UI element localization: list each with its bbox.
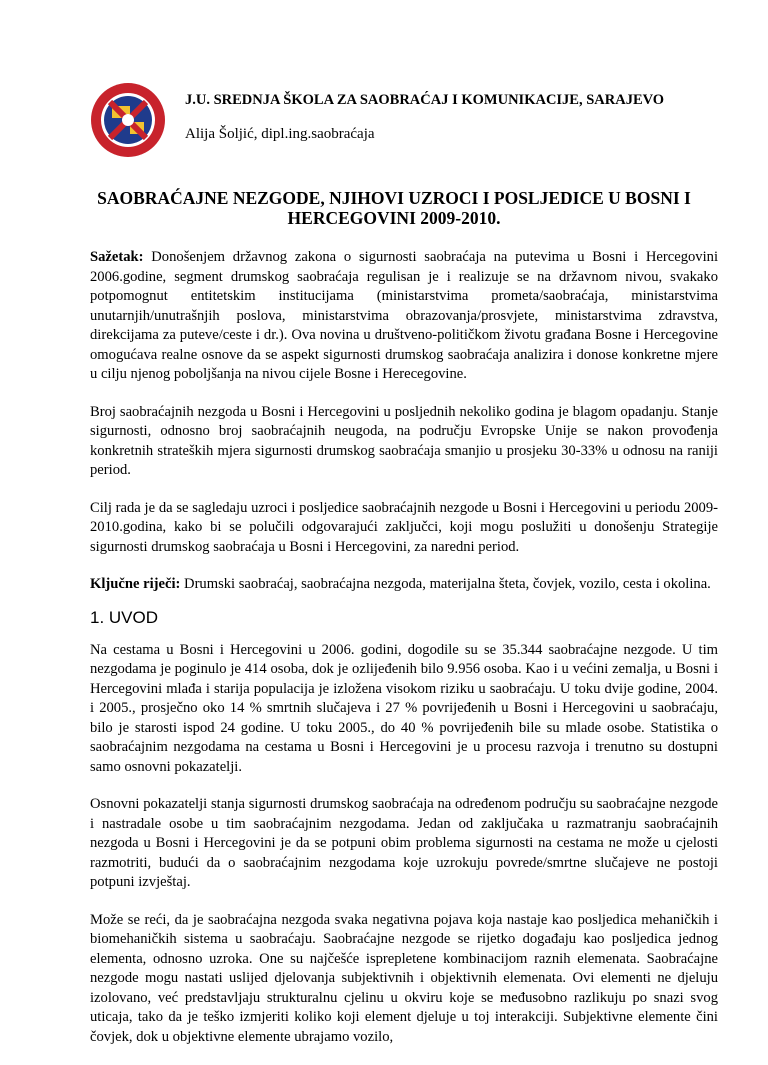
abstract-paragraph-3: Cilj rada je da se sagledaju uzroci i posljedice saobraćajnih nezgode u Bosni i Hercegovini u periodu 2009-2010.godina, kako bi se polučili odgovarajući zaključci, koji mogu poslužiti u donošenju Strategije sigurnosti drumskog saobraćaja u Bosni i Hercegovini, za naredni period. bbox=[90, 499, 718, 555]
section-paragraph-1: Na cestama u Bosni i Hercegovini u 2006. godini, dogodile su se 35.344 saobraćajne nezgode. U tim nezgodama je poginulo je 414 osoba, dok je ozlijeđenih bilo 9.956 osoba. Kao i u većini zemalja, u Bosni i Hercegovini mlađa i starija populacija je izložena visokom riziku u saobraćaju. U toku dvije godine, 2004. i 2005., prosječno oko 14 % smrtnih slučajeva i 27 % povrijeđenih u Bosni i Hercegovini u saobraćaju, bilo je starosti ispod 24 godine. U toku 2005., do 40 % povrijeđenih bile su mlade osobe. Statistika o saobraćajnim nezgodama na cestama u Bosni i Hercegovini je u procesu razvoja i trenutno su dostupni samo osnovni pokazatelji. bbox=[90, 641, 718, 775]
school-logo-icon bbox=[90, 82, 166, 158]
author-name: Alija Šoljić, dipl.ing.saobraćaja bbox=[185, 126, 375, 142]
abstract-text: Donošenjem državnog zakona o sigurnosti saobraćaja na putevima u Bosni i Hercegovini 2006.godine, segment drumskog saobraćaja regulisan je i realizuje se na državnom nivou, svakako potpomognut entitetskim institucijama (ministarstvima prometa/saobraćaja, ministarstvima unutarnjih/unutrašnjih poslova, ministarstvima obrazovanja/prosvjete, ministarstvima zdravstva, direkcijama za puteve/ceste i dr.). Ova novina u društveno-političkom životu građana Bosne i Hercegovine omogućava realne osnove da se aspekt sigurnosti drumskog saobraćaja analizira i donose konkretne mjere u cilju njenog poboljšanja na nivou cijele Bosne i Herecegovine. bbox=[90, 249, 718, 382]
keywords-paragraph bbox=[90, 575, 718, 595]
keywords-text: Drumski saobraćaj, saobraćajna nezgoda, materijalna šteta, čovjek, vozilo, cesta i okolina. bbox=[180, 576, 711, 592]
document-body bbox=[90, 248, 718, 1065]
document-header bbox=[90, 82, 730, 162]
document-title: SAOBRAĆAJNE NEZGODE, NJIHOVI UZROCI I POSLJEDICE U BOSNI I HERCEGOVINI 2009-2010. bbox=[97, 188, 691, 228]
abstract-label: Sažetak: bbox=[90, 249, 144, 265]
abstract-paragraph bbox=[90, 248, 718, 385]
section-paragraph-3: Može se reći, da je saobraćajna nezgoda svaka negativna pojava koja nastaje kao posljedica mehaničkih i biomehaničkih sistema u saobraćaju. Saobraćajne nezgode se rijetko događaju kao posljedica jednog elementa, odnosno uzroka. One su najčešće isprepletene kombinacijom raznih elemenata. Saobraćajne nezgode mogu nastati uslijed djelovanja subjektivnih i objektivnih elemenata. Ovi elementi ne djeluju izolovano, već predstavljaju strukturalnu cjelinu u okviru koje se međusobno razlikuju po snazi svog uticaja, tako da je teško izmjeriti koliko koji element djeluje u toj interakciji. Subjektivne elemente čini čovjek, dok u objektivne elemente ubrajamo vozilo, bbox=[90, 911, 718, 1045]
school-name: J.U. SREDNJA ŠKOLA ZA SAOBRAĆAJ I KOMUNIKACIJE, SARAJEVO bbox=[185, 92, 665, 108]
section-heading: 1. UVOD bbox=[90, 607, 159, 627]
keywords-label: Ključne riječi: bbox=[90, 576, 181, 592]
section-paragraph-2: Osnovni pokazatelji stanja sigurnosti drumskog saobraćaja na određenom području su saobraćajne nezgode i nastradale osobe u tim saobraćajnim nezgodama. Jedan od zaključaka u razmatranju saobraćajnih nezgoda u Bosni i Hercegovini je da se potpuni obim problema sigurnosti na cestama ne može u cjelosti razmotriti, budući da o saobraćajnim nezgodama koje uzrokuju povrede/smrtne slučajeve ne postoji potpuni izvještaj. bbox=[90, 796, 718, 890]
abstract-paragraph-2: Broj saobraćajnih nezgoda u Bosni i Hercegovini u posljednih nekoliko godina je blagom opadanju. Stanje sigurnosti, odnosno broj saobraćajnih neugoda, na području Evropske Unije se nakon provođenja konkretnih strateških mjera sigurnosti drumskog saobraćaja smanjio u prosjeku 30-33% u odnosu na raniji period. bbox=[90, 403, 718, 478]
